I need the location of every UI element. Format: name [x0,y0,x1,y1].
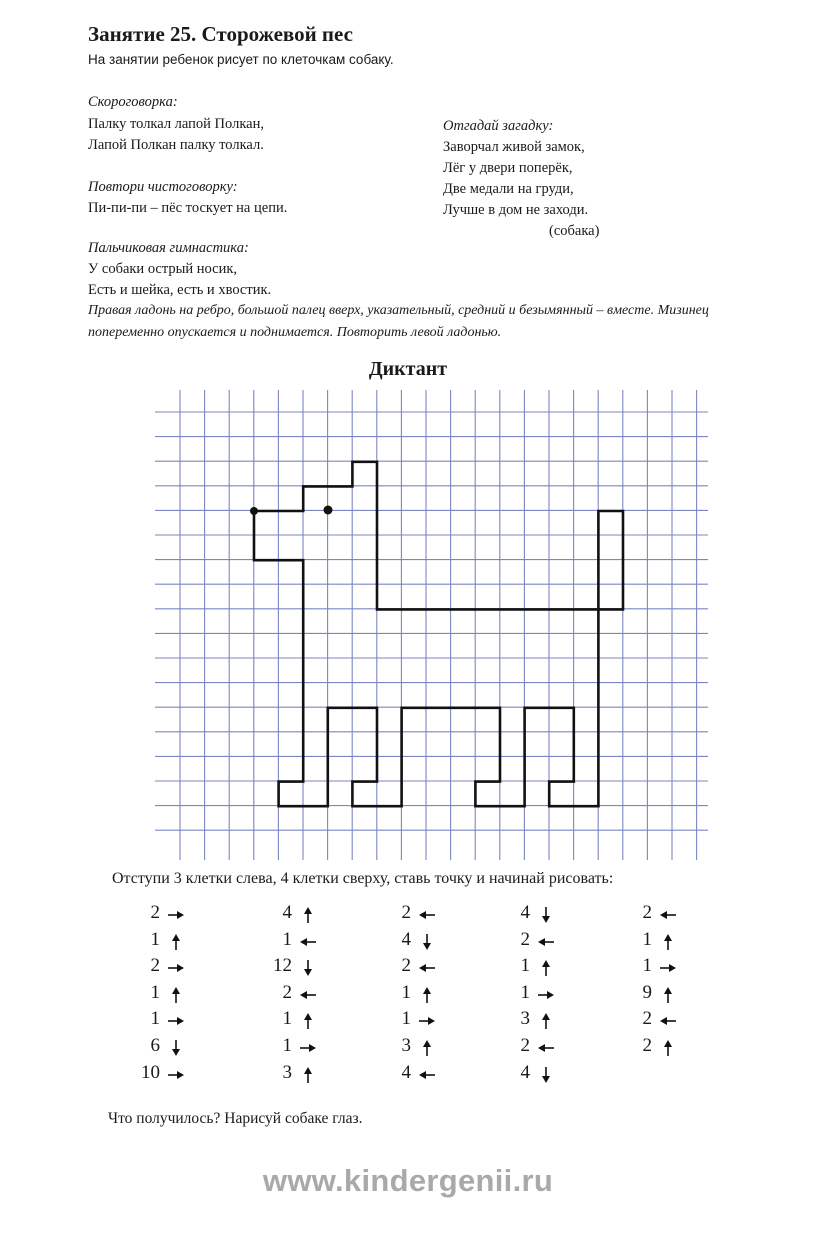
site-watermark: www.kindergenii.ru [262,1163,554,1198]
arrow-up-icon [658,933,678,951]
riddle-line-4: Лучше в дом не заходи. [443,202,589,218]
riddle-line-2: Лёг у двери поперёк, [443,160,573,176]
dictation-step [120,1062,220,1086]
arrow-right-icon [166,1012,186,1030]
dictation-step [612,1035,712,1059]
arrow-left-icon [658,1012,678,1030]
dictation-step [120,982,220,1006]
arrow-up-icon [417,986,437,1004]
dictation-step [612,1008,712,1032]
dictation-step [490,982,590,1006]
step-count: 1 [150,928,160,950]
dictation-step [612,982,712,1006]
dictation-step [490,955,590,979]
dictation-step [371,1062,471,1086]
riddle-line-1: Заворчал живой замок, [443,139,585,155]
arrow-up-icon [536,1012,556,1030]
lesson-title: Занятие 25. Сторожевой пес [88,22,353,46]
arrow-right-icon [166,1066,186,1084]
step-count: 4 [520,1061,530,1083]
dictation-step [252,902,352,926]
lesson-subtitle: На занятии ребенок рисует по клеточкам собаку. [88,52,394,67]
arrow-down-icon [298,959,318,977]
arrow-right-icon [417,1012,437,1030]
dictation-step [490,1035,590,1059]
arrow-down-icon [166,1039,186,1057]
pure-twister-heading: Повтори чистоговорку: [88,179,238,195]
step-count: 3 [282,1061,292,1083]
dictation-step [252,1062,352,1086]
dictation-step [120,1035,220,1059]
step-count: 1 [401,981,411,1003]
arrow-left-icon [417,959,437,977]
step-count: 4 [401,1061,411,1083]
dictation-step [252,955,352,979]
finger-gym-line-2: Есть и шейка, есть и хвостик. [88,282,272,298]
arrow-up-icon [166,933,186,951]
finger-gym-instruction: Правая ладонь на ребро, большой палец вверх, указательный, средний и безымянный – вместе. Мизинец попеременно опускается и поднимается. Повторить левой ладонью. [88,303,709,340]
dog-outline [254,462,623,806]
step-count: 1 [282,1035,292,1056]
step-count: 2 [520,1035,530,1056]
step-count: 3 [520,1008,530,1030]
step-count: 2 [401,955,411,977]
dictation-step [371,982,471,1006]
arrow-down-icon [417,933,437,951]
step-count: 1 [520,981,530,1003]
arrow-up-icon [417,1039,437,1057]
step-count: 2 [642,1035,652,1056]
arrow-right-icon [536,986,556,1004]
step-count: 1 [282,1008,292,1030]
dictation-step [490,1008,590,1032]
dictation-step [371,929,471,953]
step-count: 9 [642,981,652,1003]
arrow-up-icon [298,1066,318,1084]
step-count: 2 [282,981,292,1003]
riddle-answer: (собака) [549,223,600,239]
arrow-left-icon [658,906,678,924]
step-count: 1 [150,981,160,1003]
step-count: 12 [273,955,292,977]
dictation-step [120,955,220,979]
grid-lines [155,390,708,860]
step-count: 2 [401,902,411,923]
step-count: 1 [401,1008,411,1030]
tongue-twister-line-1: Палку толкал лапой Полкан, [88,116,264,132]
arrow-up-icon [536,959,556,977]
step-count: 4 [401,928,411,950]
dictation-step [612,955,712,979]
dictation-step [371,1008,471,1032]
arrow-left-icon [536,933,556,951]
step-count: 2 [642,902,652,923]
arrow-left-icon [417,1066,437,1084]
dictation-step [371,955,471,979]
step-count: 10 [141,1061,160,1083]
arrow-down-icon [536,906,556,924]
dictation-step [252,982,352,1006]
dictation-step [252,1008,352,1032]
riddle-line-3: Две медали на груди, [443,181,574,197]
finger-gym-line-1: У собаки острый носик, [88,261,237,277]
pure-twister-line: Пи-пи-пи – пёс тоскует на цепи. [88,200,288,216]
riddle-heading: Отгадай загадку: [443,118,554,134]
dictation-step [120,902,220,926]
dictation-step [120,1008,220,1032]
dictation-step [612,902,712,926]
dictation-step [371,1035,471,1059]
step-count: 3 [401,1035,411,1056]
arrow-left-icon [536,1039,556,1057]
step-count: 1 [150,1008,160,1030]
dictation-step [371,902,471,926]
step-count: 6 [150,1035,160,1056]
arrow-right-icon [166,959,186,977]
arrow-up-icon [658,1039,678,1057]
dictation-step [612,929,712,953]
arrow-down-icon [536,1066,556,1084]
arrow-up-icon [166,986,186,1004]
step-count: 4 [282,902,292,923]
step-count: 2 [150,955,160,977]
dictation-title: Диктант [368,358,448,380]
tongue-twister-heading: Скороговорка: [88,94,178,110]
arrow-left-icon [298,933,318,951]
dog-nose-dot [250,507,258,515]
tongue-twister-line-2: Лапой Полкан палку толкал. [88,137,264,153]
arrow-up-icon [298,1012,318,1030]
dog-eye-dot [324,506,333,515]
step-count: 2 [520,928,530,950]
step-count: 2 [150,902,160,923]
arrow-right-icon [298,1039,318,1057]
dictation-step [490,1062,590,1086]
dictation-start-instruction: Отступи 3 клетки слева, 4 клетки сверху, ставь точку и начинай рисовать: [112,870,614,887]
arrow-right-icon [658,959,678,977]
step-count: 1 [642,955,652,977]
dictation-step [252,1035,352,1059]
step-count: 1 [520,955,530,977]
arrow-up-icon [658,986,678,1004]
step-count: 1 [282,928,292,950]
dictation-step [252,929,352,953]
step-count: 4 [520,902,530,923]
dictation-step [120,929,220,953]
final-question: Что получилось? Нарисуй собаке глаз. [108,1110,363,1127]
dictation-step [490,902,590,926]
step-count: 2 [642,1008,652,1030]
arrow-left-icon [298,986,318,1004]
arrow-left-icon [417,906,437,924]
finger-gym-heading: Пальчиковая гимнастика: [88,240,249,256]
arrow-right-icon [166,906,186,924]
arrow-up-icon [298,906,318,924]
dictation-step [490,929,590,953]
step-count: 1 [642,928,652,950]
